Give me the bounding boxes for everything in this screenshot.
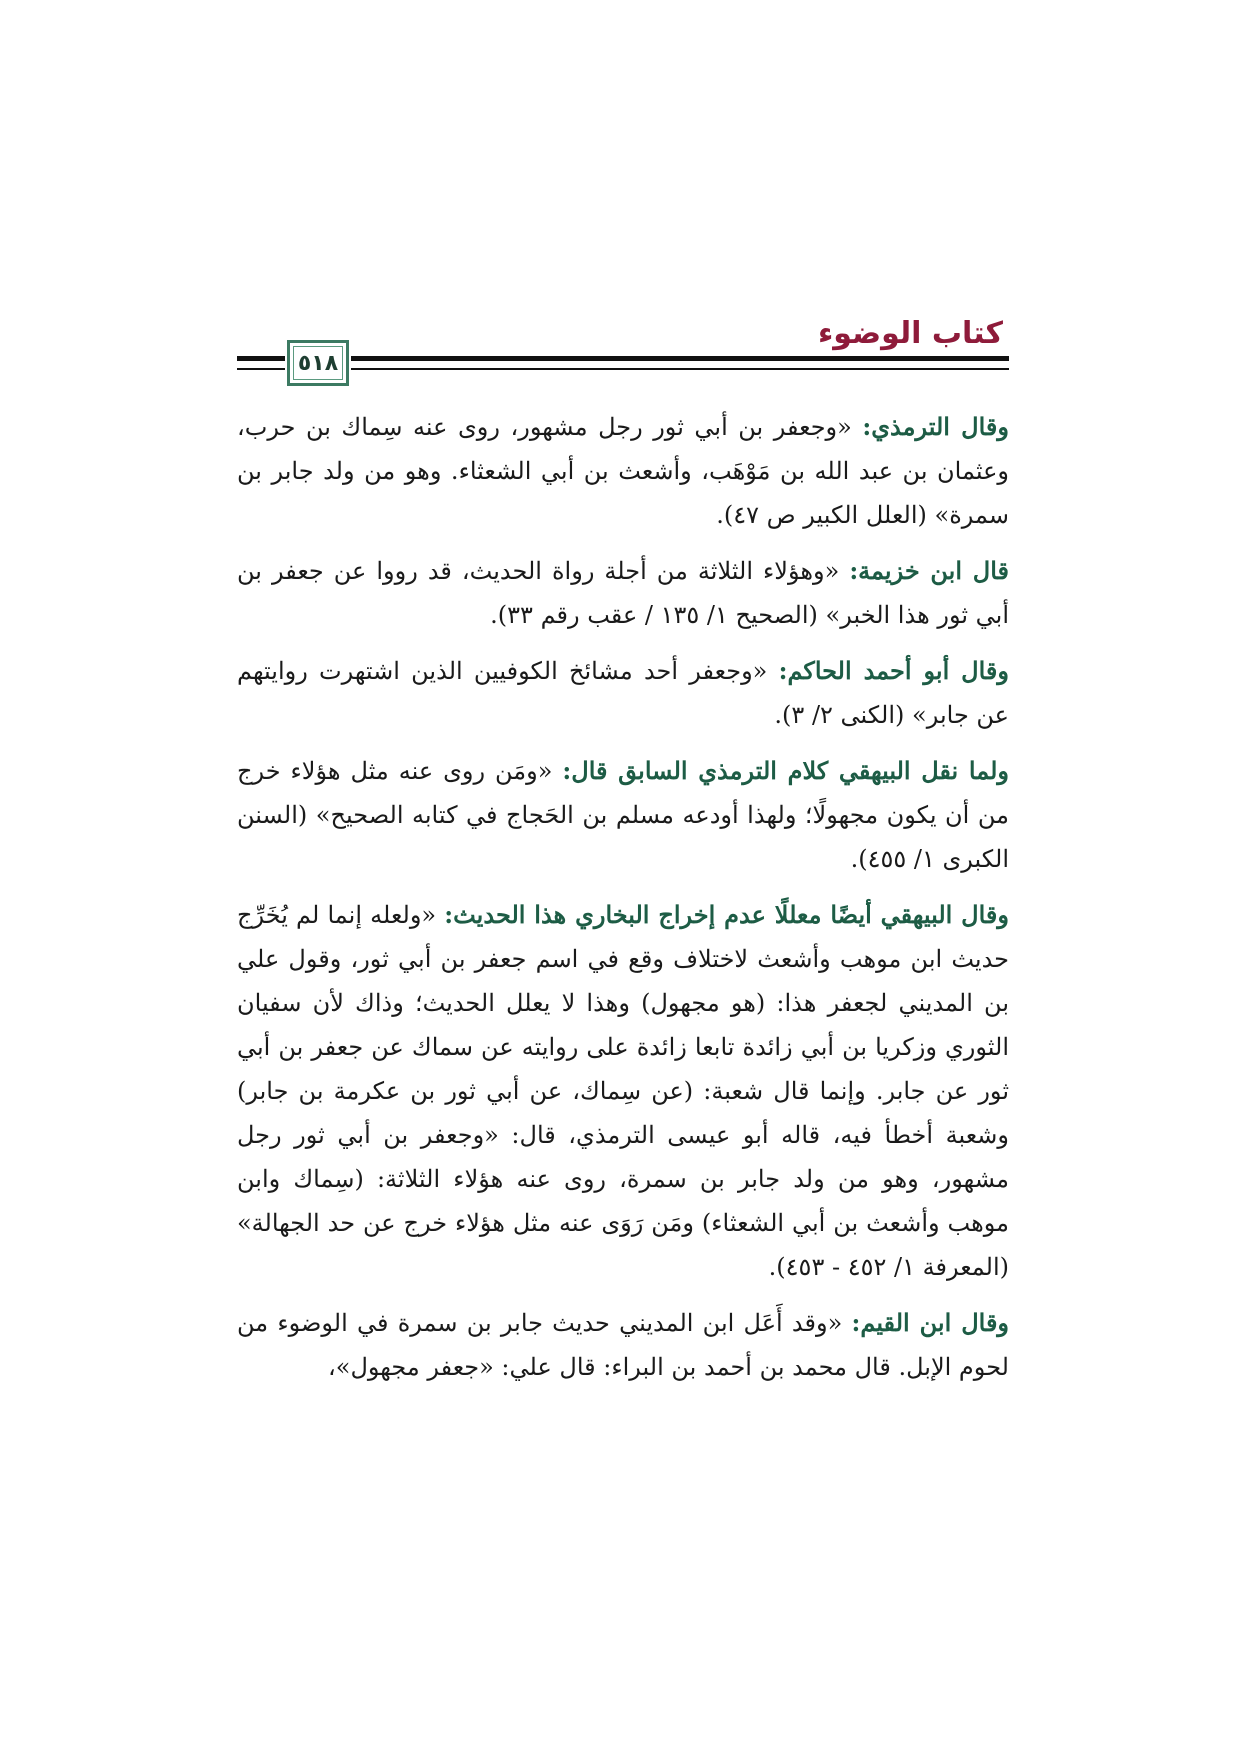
paragraph-ibn-al-qayyim	[237, 1301, 1009, 1389]
paragraph-tirmidhi	[237, 405, 1009, 537]
speaker-label: ولما نقل البيهقي كلام الترمذي السابق قال:	[562, 756, 1010, 785]
speaker-label: وقال أبو أحمد الحاكم:	[778, 656, 1009, 685]
paragraph-ibn-khuzaymah	[237, 549, 1009, 637]
paragraph-text: «وجعفر بن أبي ثور رجل مشهور، روى عنه سِماك بن حرب، وعثمان بن عبد الله بن مَوْهَب، وأشعث بن أبي الشعثاء. وهو من ولد جابر بن سمرة» (العلل الكبير ص ٤٧).	[237, 413, 1009, 529]
main-text	[237, 405, 1009, 1401]
speaker-label: وقال ابن القيم:	[851, 1308, 1010, 1337]
paragraph-abu-ahmad-al-hakim	[237, 649, 1009, 737]
paragraph-bayhaqi-1	[237, 749, 1009, 881]
paragraph-text: «وجعفر أحد مشائخ الكوفيين الذين اشتهرت روايتهم عن جابر» (الكنى ٢/ ٣).	[237, 657, 1009, 729]
paragraph-text: «وهؤلاء الثلاثة من أجلة رواة الحديث، قد رووا عن جعفر بن أبي ثور هذا الخبر» (الصحيح ١/ ١٣٥ / عقب رقم ٣٣).	[237, 557, 1009, 629]
page-header	[237, 316, 1009, 388]
paragraph-text: «ولعله إنما لم يُخَرِّج حديث ابن موهب وأشعث لاختلاف وقع في اسم جعفر بن أبي ثور، وقول علي بن المديني لجعفر هذا: (هو مجهول) وهذا لا يعلل الحديث؛ وذاك لأن سفيان الثوري وزكريا بن أبي زائدة تابعا زائدة على روايته عن سماك عن جعفر بن أبي ثور عن جابر. وإنما قال شعبة: (عن سِماك، عن أبي ثور بن عكرمة بن جابر) وشعبة أخطأ فيه، قاله أبو عيسى الترمذي، قال: «وجعفر بن أبي ثور رجل مشهور، وهو من ولد جابر بن سمرة، روى عنه هؤلاء الثلاثة: (سِماك وابن موهب وأشعث بن أبي الشعثاء) ومَن رَوَى عنه مثل هؤلاء خرج عن حد الجهالة» (المعرفة ١/ ٤٥٢ - ٤٥٣).	[237, 901, 1009, 1281]
paragraph-bayhaqi-2	[237, 893, 1009, 1289]
speaker-label: وقال الترمذي:	[862, 412, 1009, 441]
running-title: كتاب الوضوء	[817, 316, 1003, 351]
header-rule-thick	[237, 356, 1009, 361]
speaker-label: وقال البيهقي أيضًا معللًا عدم إخراج البخاري هذا الحديث:	[444, 900, 1009, 929]
paragraph-text: «وقد أَعَل ابن المديني حديث جابر بن سمرة في الوضوء من لحوم الإبل. قال محمد بن أحمد بن البراء: قال علي: «جعفر مجهول»،	[237, 1309, 1009, 1381]
speaker-label: قال ابن خزيمة:	[849, 556, 1009, 585]
page-number-frame	[287, 340, 349, 386]
paragraph-text: «ومَن روى عنه مثل هؤلاء خرج من أن يكون مجهولًا؛ ولهذا أودعه مسلم بن الحَجاج في كتابه الصحيح» (السنن الكبرى ١/ ٤٥٥).	[237, 757, 1009, 873]
page-number: ٥١٨	[297, 350, 339, 376]
header-rule-thin	[237, 368, 1009, 370]
